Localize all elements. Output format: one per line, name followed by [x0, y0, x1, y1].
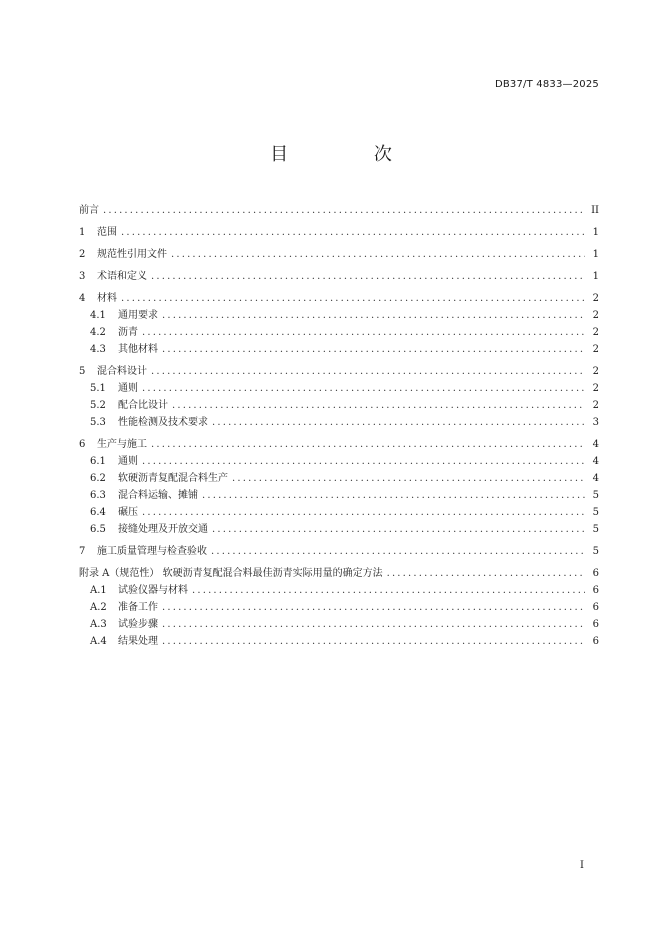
toc-entry-label: 生产与施工 — [97, 439, 147, 450]
toc-entry-page: 5 — [592, 507, 599, 518]
toc-entry-number: 4.3 — [90, 344, 106, 355]
toc-entry-page: 2 — [592, 383, 599, 394]
toc-leader-dots — [232, 470, 585, 487]
toc-entry-label: 试验仪器与材料 — [118, 585, 188, 596]
toc-entry[interactable] — [79, 470, 599, 487]
toc-entry[interactable] — [79, 504, 599, 521]
toc-leader-dots — [142, 380, 585, 397]
toc-entry[interactable] — [79, 363, 599, 380]
toc-entry-page: 2 — [592, 327, 599, 338]
toc-leader-dots — [151, 363, 585, 380]
toc-leader-dots — [162, 307, 585, 324]
toc-leader-dots — [212, 521, 585, 538]
toc-leader-dots — [121, 224, 585, 241]
toc-entry-page: 2 — [592, 400, 599, 411]
toc-entry-page: 6 — [592, 585, 599, 596]
toc-leader-dots — [172, 397, 585, 414]
toc-entry-page: 2 — [592, 344, 599, 355]
toc-entry-number: 5.1 — [90, 383, 106, 394]
toc-entry-number: 6.4 — [90, 507, 106, 518]
toc-entry-number: 3 — [79, 271, 86, 282]
toc-entry[interactable] — [79, 202, 599, 219]
toc-entry-page: 1 — [592, 227, 599, 238]
toc-entry-label: 碾压 — [118, 507, 138, 518]
toc-entry-page: 6 — [592, 568, 599, 579]
toc-leader-dots — [202, 487, 585, 504]
toc-entry[interactable] — [79, 521, 599, 538]
toc-entry-number: 6 — [79, 439, 86, 450]
toc-entry[interactable] — [79, 380, 599, 397]
toc-entry-number: 1 — [79, 227, 86, 238]
toc-leader-dots — [142, 504, 585, 521]
toc-entry-number: A.4 — [90, 636, 107, 647]
toc-leader-dots — [192, 582, 585, 599]
toc-entry-number: 6.5 — [90, 524, 106, 535]
toc-entry[interactable] — [79, 565, 599, 582]
toc-entry[interactable] — [79, 414, 599, 431]
toc-entry[interactable] — [79, 341, 599, 358]
page-number: I — [580, 860, 584, 871]
toc-entry-page: 4 — [592, 473, 599, 484]
table-of-contents — [79, 202, 599, 650]
toc-leader-dots — [211, 543, 585, 560]
toc-leader-dots — [151, 268, 585, 285]
toc-entry-page: 3 — [592, 417, 599, 428]
toc-entry[interactable] — [79, 224, 599, 241]
document-code: DB37/T 4833—2025 — [494, 79, 599, 90]
toc-entry-label: 接缝处理及开放交通 — [118, 524, 208, 535]
toc-entry-number: 7 — [79, 546, 86, 557]
toc-entry-label: 规范性引用文件 — [97, 249, 167, 260]
toc-leader-dots — [151, 436, 585, 453]
toc-entry-label: 附录 A（规范性） 软硬沥青复配混合料最佳沥青实际用量的确定方法 — [79, 568, 383, 579]
toc-entry-number: A.1 — [90, 585, 107, 596]
toc-entry[interactable] — [79, 453, 599, 470]
toc-entry[interactable] — [79, 487, 599, 504]
toc-entry-number: 2 — [79, 249, 86, 260]
toc-leader-dots — [142, 453, 585, 470]
toc-leader-dots — [121, 290, 585, 307]
toc-entry-label: 准备工作 — [118, 602, 158, 613]
toc-entry-page: 4 — [592, 439, 599, 450]
toc-entry[interactable] — [79, 582, 599, 599]
toc-entry[interactable] — [79, 397, 599, 414]
toc-entry-label: 混合料设计 — [97, 366, 147, 377]
toc-entry-page: 6 — [592, 602, 599, 613]
toc-entry-page: 4 — [592, 456, 599, 467]
toc-entry[interactable] — [79, 543, 599, 560]
toc-entry-label: 其他材料 — [118, 344, 158, 355]
toc-entry-number: 5.2 — [90, 400, 106, 411]
page-title: 目 次 — [270, 144, 432, 165]
toc-entry-number: 6.3 — [90, 490, 106, 501]
toc-leader-dots — [212, 414, 585, 431]
toc-entry-number: 4.2 — [90, 327, 106, 338]
toc-entry-label: 混合料运输、摊铺 — [118, 490, 198, 501]
toc-entry-page: II — [591, 205, 599, 216]
toc-entry[interactable] — [79, 436, 599, 453]
toc-entry-label: 施工质量管理与检查验收 — [97, 546, 207, 557]
toc-entry[interactable] — [79, 246, 599, 263]
toc-leader-dots — [171, 246, 585, 263]
toc-entry-number: A.2 — [90, 602, 107, 613]
toc-entry-page: 1 — [592, 271, 599, 282]
toc-entry-label: 沥青 — [118, 327, 138, 338]
toc-leader-dots — [142, 324, 585, 341]
toc-entry-number: 6.2 — [90, 473, 106, 484]
toc-entry-label: 术语和定义 — [97, 271, 147, 282]
toc-entry-label: 通则 — [118, 456, 138, 467]
toc-entry[interactable] — [79, 307, 599, 324]
toc-entry-page: 5 — [592, 524, 599, 535]
toc-entry-label: 材料 — [97, 293, 117, 304]
toc-entry[interactable] — [79, 633, 599, 650]
toc-entry-label: 配合比设计 — [118, 400, 168, 411]
toc-entry-number: 4.1 — [90, 310, 106, 321]
toc-entry-page: 1 — [592, 249, 599, 260]
toc-entry-page: 6 — [592, 619, 599, 630]
toc-entry[interactable] — [79, 324, 599, 341]
toc-entry[interactable] — [79, 290, 599, 307]
toc-entry[interactable] — [79, 268, 599, 285]
toc-entry-number: 6.1 — [90, 456, 106, 467]
toc-entry[interactable] — [79, 599, 599, 616]
toc-entry-label: 软硬沥青复配混合料生产 — [118, 473, 228, 484]
toc-leader-dots — [162, 341, 585, 358]
toc-entry[interactable] — [79, 616, 599, 633]
toc-entry-number: A.3 — [90, 619, 107, 630]
toc-entry-page: 2 — [592, 293, 599, 304]
toc-leader-dots — [162, 633, 585, 650]
toc-entry-label: 通用要求 — [118, 310, 158, 321]
toc-entry-page: 5 — [592, 490, 599, 501]
toc-entry-page: 6 — [592, 636, 599, 647]
toc-entry-number: 5.3 — [90, 417, 106, 428]
toc-entry-page: 2 — [592, 366, 599, 377]
toc-entry-number: 4 — [79, 293, 86, 304]
toc-leader-dots — [162, 599, 585, 616]
toc-leader-dots — [103, 202, 585, 219]
toc-entry-label: 结果处理 — [118, 636, 158, 647]
toc-entry-page: 2 — [592, 310, 599, 321]
toc-entry-page: 5 — [592, 546, 599, 557]
toc-leader-dots — [162, 616, 585, 633]
toc-entry-label: 通则 — [118, 383, 138, 394]
toc-leader-dots — [387, 565, 585, 582]
toc-entry-label: 前言 — [79, 205, 99, 216]
toc-entry-label: 范围 — [97, 227, 117, 238]
toc-entry-label: 性能检测及技术要求 — [118, 417, 208, 428]
toc-entry-label: 试验步骤 — [118, 619, 158, 630]
toc-entry-number: 5 — [79, 366, 86, 377]
